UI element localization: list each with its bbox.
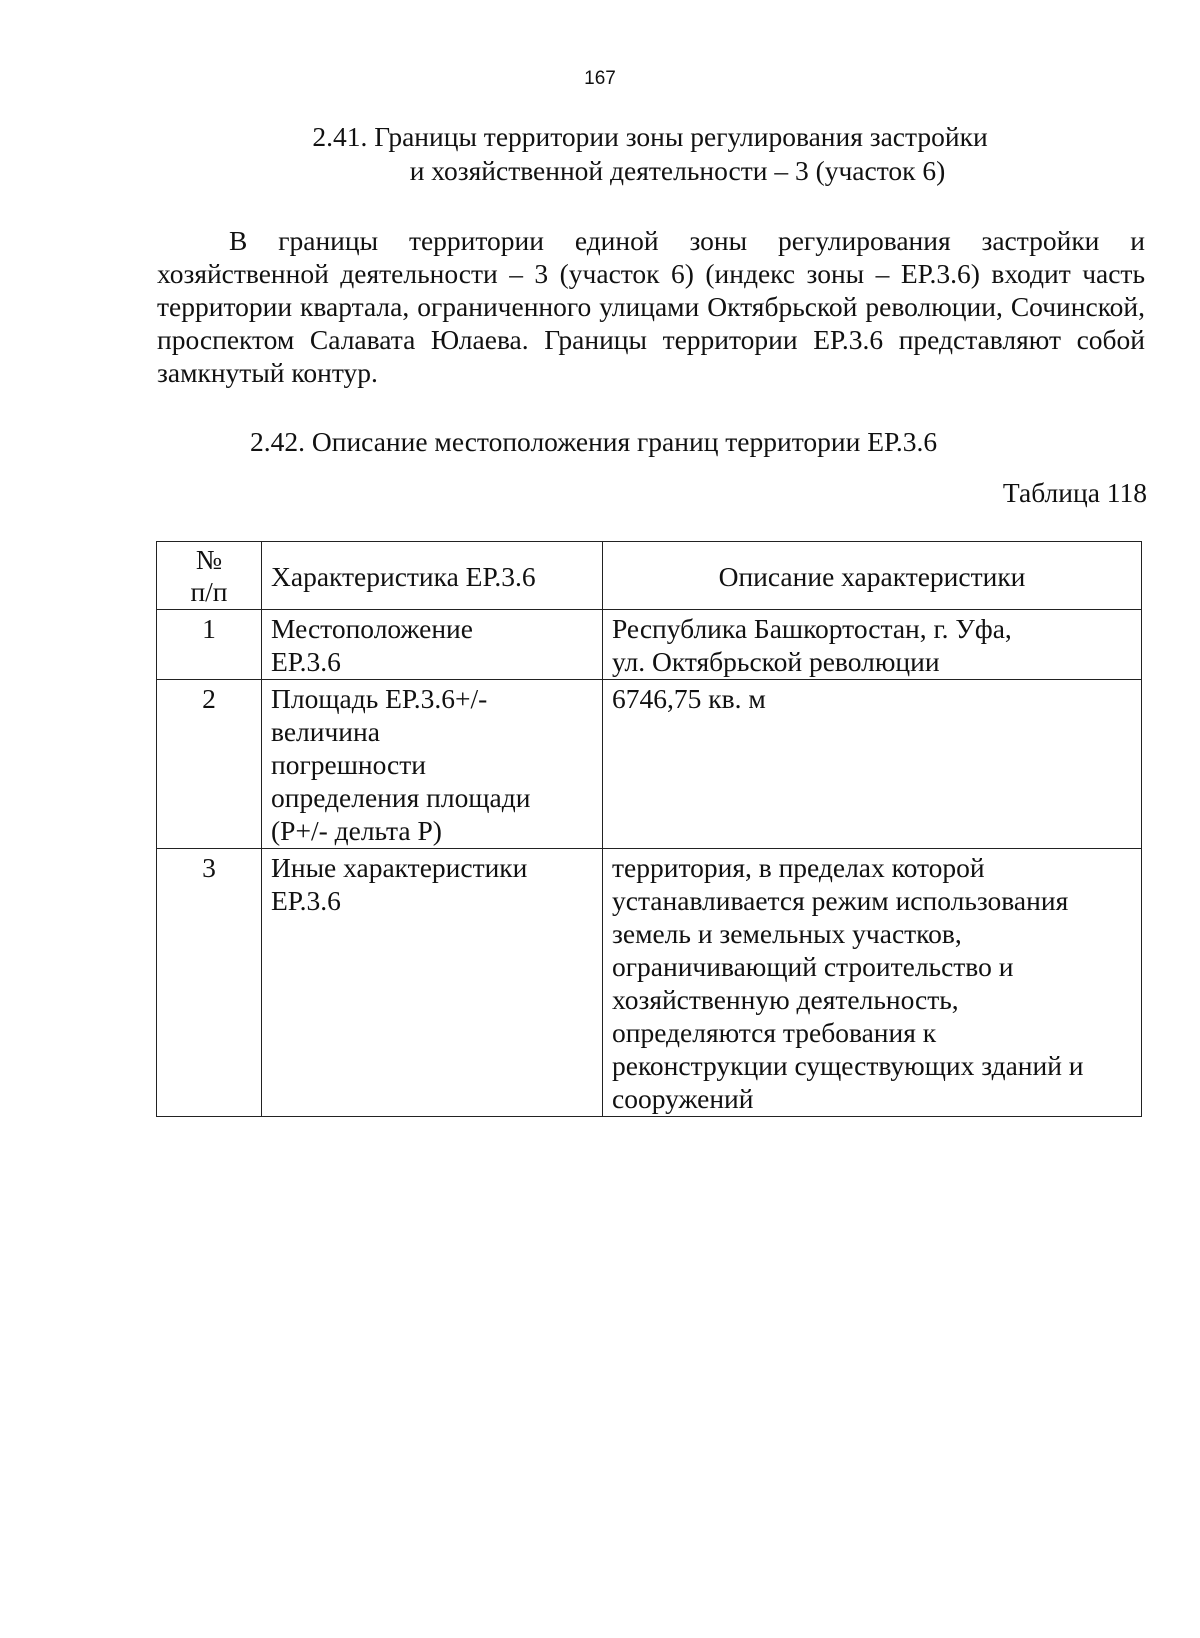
table-body	[157, 610, 1142, 1117]
header-description: Описание характеристики	[603, 542, 1142, 610]
row-description	[603, 610, 1142, 680]
section-heading-2-41-line1: 2.41. Границы территории зоны регулирования застройки	[312, 121, 988, 152]
header-number-pp: п/п	[190, 576, 228, 607]
row-characteristic-line: ЕР.3.6	[271, 646, 341, 677]
table-caption: Таблица 118	[1002, 477, 1147, 508]
row-description	[603, 680, 1142, 849]
table-header-row	[157, 542, 1142, 610]
row-characteristic-line: Площадь ЕР.3.6+/-	[271, 683, 488, 714]
intro-paragraph	[157, 224, 1145, 389]
table-row	[157, 680, 1142, 849]
row-description-line: реконструкции существующих зданий и	[612, 1050, 1084, 1081]
row-description-line: Республика Башкортостан, г. Уфа,	[612, 613, 1012, 644]
row-characteristic-line: величина	[271, 716, 380, 747]
row-characteristic-line: погрешности	[271, 749, 426, 780]
row-description-line: сооружений	[612, 1083, 754, 1114]
section-heading-2-41-line2: и хозяйственной деятельности – 3 (участок 6)	[409, 155, 946, 186]
row-characteristic	[262, 680, 603, 849]
row-description-line: хозяйственную деятельность,	[612, 984, 959, 1015]
row-characteristic	[262, 849, 603, 1117]
row-characteristic-line: ЕР.3.6	[271, 885, 341, 916]
row-characteristic-line: определения площади	[271, 782, 531, 813]
row-description-line: определяются требования к	[612, 1017, 937, 1048]
page-number: 167	[584, 68, 616, 89]
section-heading-2-42: 2.42. Описание местоположения границ территории ЕР.3.6	[250, 426, 938, 457]
row-description-line: ограничивающий строительство и	[612, 951, 1014, 982]
row-description-line: ул. Октябрьской революции	[612, 646, 940, 677]
row-characteristic-line: Иные характеристики	[271, 852, 528, 883]
row-description	[603, 849, 1142, 1117]
row-characteristic-line: Местоположение	[271, 613, 473, 644]
intro-paragraph-text: В границы территории единой зоны регулирования застройки и хозяйственной деятельности – 3 (участок 6) (индекс зоны – ЕР.3.6) входит часть территории квартала, ограниченного улицами Октябрьской революции, Сочинской, проспектом Салавата Юлаева. Границы территории ЕР.3.6 представляют собой замкнутый контур.	[157, 225, 1145, 388]
header-number	[157, 542, 262, 610]
row-number: 1	[157, 610, 262, 680]
row-characteristic	[262, 610, 603, 680]
section-heading-2-41	[150, 120, 1150, 188]
row-description-line: устанавливается режим использования	[612, 885, 1069, 916]
header-characteristic: Характеристика ЕР.3.6	[262, 542, 603, 610]
characteristics-table	[156, 541, 1142, 1117]
row-description-line: 6746,75 кв. м	[612, 683, 766, 714]
row-number: 3	[157, 849, 262, 1117]
row-description-line: территория, в пределах которой	[612, 852, 985, 883]
table-row	[157, 610, 1142, 680]
table-row	[157, 849, 1142, 1117]
row-characteristic-line: (Р+/- дельта Р)	[271, 815, 442, 846]
header-number-sign: №	[195, 544, 223, 575]
row-number: 2	[157, 680, 262, 849]
row-description-line: земель и земельных участков,	[612, 918, 962, 949]
